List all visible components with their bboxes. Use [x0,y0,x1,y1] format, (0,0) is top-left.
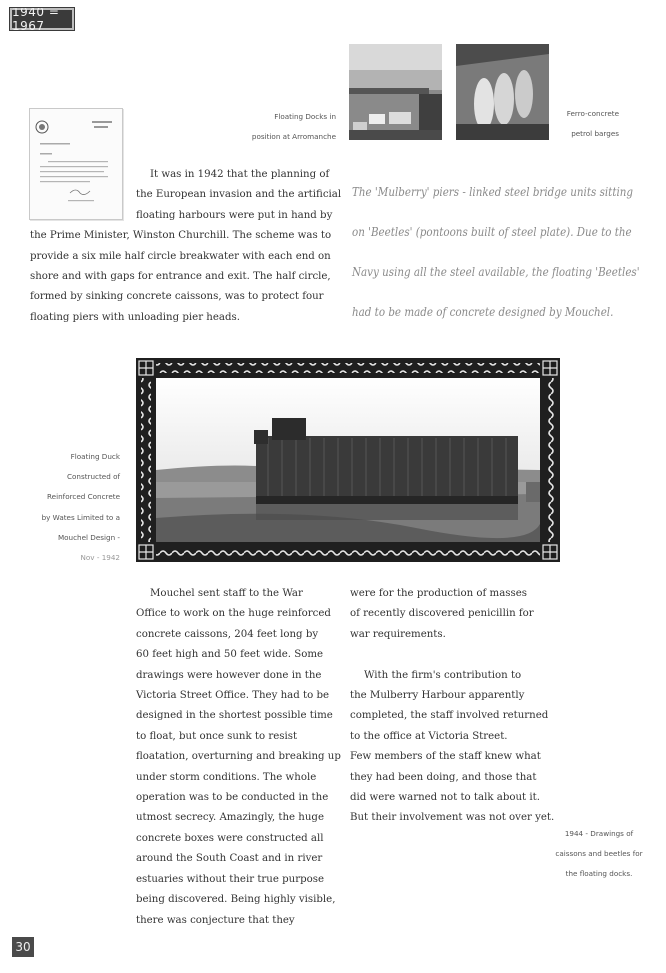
caption-floating-docks: Floating Docks in position at Arromanche [251,112,336,141]
framed-photo [136,358,560,562]
barges-image-icon [456,44,549,140]
caption-ferro-concrete: Ferro-concrete petrol barges [566,109,619,138]
harbour-image-icon [349,44,442,140]
photo-petrol-barges [456,44,549,140]
era-tag: 1940 = 1967 [10,8,74,30]
photo-floating-docks [349,44,442,140]
intro-paragraph: It was in 1942 that the planning of the European invasion and the artificial floating harbours were put in hand by the Prime Minister, Winston Churchill. The scheme was to provide a six mile half circle breakwater with each end on shore and with gaps for entrance and exit. The half circle, formed by sinking concrete caissons, was to protect four floating piers with unloading pier heads. [30,169,342,323]
caption-floating-duck: Floating Duck Constructed of Reinforced Concrete by Wates Limited to a Mouchel Design - Nov - 1942 [41,452,120,563]
column-right: were for the production of masses of recently discovered penicillin for war requirements. With the firm's contribution to the Mulberry Harbour apparently completed, the staff involved returned to the office at Victoria Street. Few members of the staff knew what they had been doing, and those that did were warned not to talk about it. But their involvement was not over yet. [350,588,555,824]
floating-duck-image [136,358,560,562]
page-number: 30 [12,937,34,957]
column-left: Mouchel sent staff to the War Office to work on the huge reinforced concrete caissons, 204 feet long by 60 feet high and 50 feet wide. Some drawings were however done in the Victoria Street Office. They had to be designed in the shortest possible time to float, but once sunk to resist floatation, overturning and breaking up under storm conditions. The whole operation was to be conducted in the utmost secrecy. Amazingly, the huge concrete boxes were constructed all around the South Coast and in river estuaries without their true purpose being discovered. Being highly visible, there was conjecture that they [136,588,341,926]
pull-quote: The 'Mulberry' piers - linked steel bridge units sitting on 'Beetles' (pontoons built of steel plate). Due to the Navy using all the steel available, the floating 'Beetles' had to be made of concrete designed by Mouchel. [352,185,640,319]
caption-drawings: 1944 - Drawings of caissons and beetles for the floating docks. [555,829,643,878]
